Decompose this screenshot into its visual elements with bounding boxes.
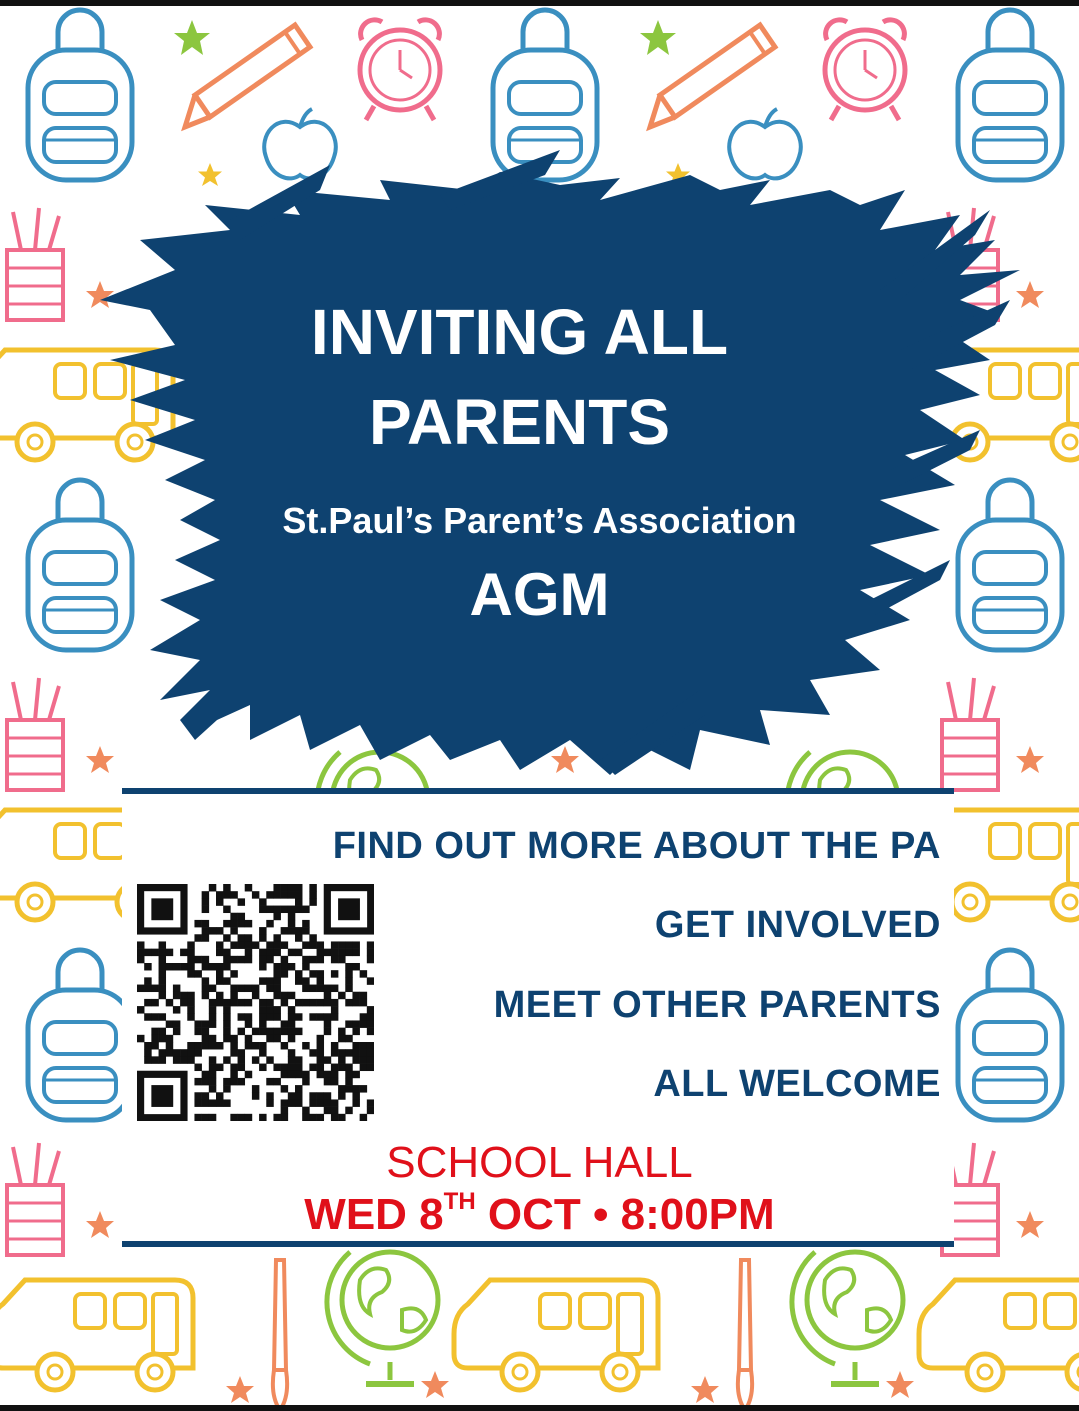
panel-top-rule <box>122 788 954 794</box>
event-title: AGM <box>469 561 610 628</box>
date-ordinal: TH <box>443 1188 476 1215</box>
date-time-text <box>0 1190 1079 1240</box>
qr-code-icon[interactable] <box>137 884 374 1121</box>
bullet-meet-parents: MEET OTHER PARENTS <box>493 984 941 1026</box>
bullet-find-out-more: FIND OUT MORE ABOUT THE PA <box>332 825 941 867</box>
panel-bottom-rule <box>122 1241 954 1247</box>
bullet-all-welcome: ALL WELCOME <box>653 1063 941 1105</box>
organisation-name: St.Paul’s Parent’s Association <box>282 500 797 541</box>
date-rest: OCT • 8:00PM <box>475 1190 775 1239</box>
venue-text: SCHOOL HALL <box>386 1138 693 1187</box>
headline-line-1: INVITING ALL <box>310 296 729 368</box>
bullet-get-involved: GET INVOLVED <box>654 904 941 946</box>
headline-line-2: PARENTS <box>368 386 671 458</box>
bottom-border <box>0 1405 1079 1411</box>
date-day: WED 8 <box>304 1190 444 1239</box>
